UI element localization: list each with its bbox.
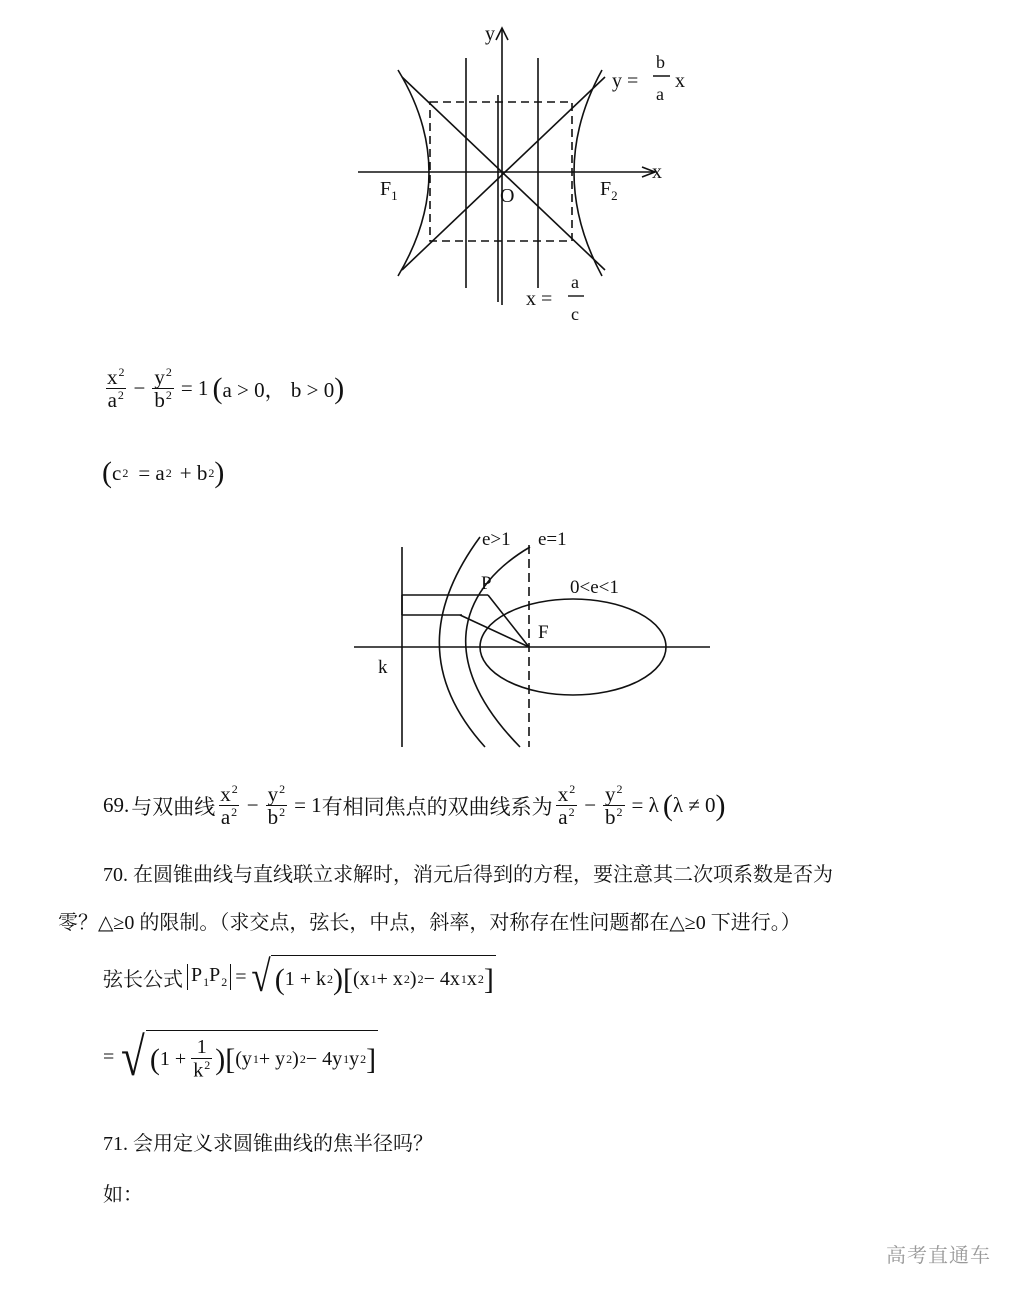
c-squared-equation: ( c 2 = a 2 + b 2 ) <box>102 456 225 489</box>
y-axis-label: y <box>485 23 495 45</box>
x-axis-label: x <box>652 161 662 183</box>
e-lt1-label: 0<e<1 <box>570 577 619 598</box>
item-71-line2: 如： <box>103 1184 143 1206</box>
asymptote-num: b <box>656 52 665 72</box>
origin-label: O <box>500 185 515 207</box>
watermark-text: 高考直通车 <box>886 1243 991 1267</box>
hyperbola-figure <box>350 20 710 340</box>
point-f-label: F <box>538 622 549 643</box>
directrix-den: c <box>571 304 579 324</box>
item-69: 69. 与双曲线 $\frac{x^2}{a^2}$ − $\frac{y^2}{b^2}$ = 1 有相同焦点的双曲线系为 $\frac{x^2}{a^2}$ − $\frac{y^2}{b^2}$ = λ ( λ ≠ 0 ) <box>103 782 726 830</box>
focus-right-label: $F_2$ <box>600 178 618 203</box>
hyperbola-equation: $\frac{x^2}{a^2}$ − $\frac{y^2}{b^2}$ = 1 ( a > 0， b > 0 ) <box>107 365 345 413</box>
e-gt1-label: e>1 <box>482 529 511 550</box>
asymptote-den: a <box>656 84 664 104</box>
chord-formula-x: 弦长公式 $P_1P_2$ = √ ( 1 + k 2 ) [ (x 1 + x 2 ) 2 − 4x 1 x 2 ] <box>103 952 494 1001</box>
item-70-line1: 70. 在圆锥曲线与直线联立求解时，消元后得到的方程，要注意其二次项系数是否为 <box>103 864 833 886</box>
eccentricity-figure <box>350 525 720 755</box>
item-70-line2: 零？△≥0 的限制。（求交点，弦长，中点，斜率，对称存在性问题都在△≥0 下进行。） <box>58 912 801 934</box>
point-p-label: P <box>481 573 492 594</box>
directrix-num: a <box>571 272 579 292</box>
asymptote-rhs: x <box>675 70 685 92</box>
item-71-line1: 71. 会用定义求圆锥曲线的焦半径吗？ <box>103 1133 433 1155</box>
asymptote-lhs: y = <box>612 70 639 92</box>
focus-left-label: $F_1$ <box>380 178 398 203</box>
directrix-k-label: k <box>378 657 388 678</box>
chord-formula-y: = √ ( 1 + $\frac{1}{k^2}$ ) [ (y 1 + y 2 ) 2 − 4y 1 y 2 ] <box>103 1027 377 1087</box>
e-eq1-label: e=1 <box>538 529 567 550</box>
directrix-lhs: x = <box>526 288 553 310</box>
